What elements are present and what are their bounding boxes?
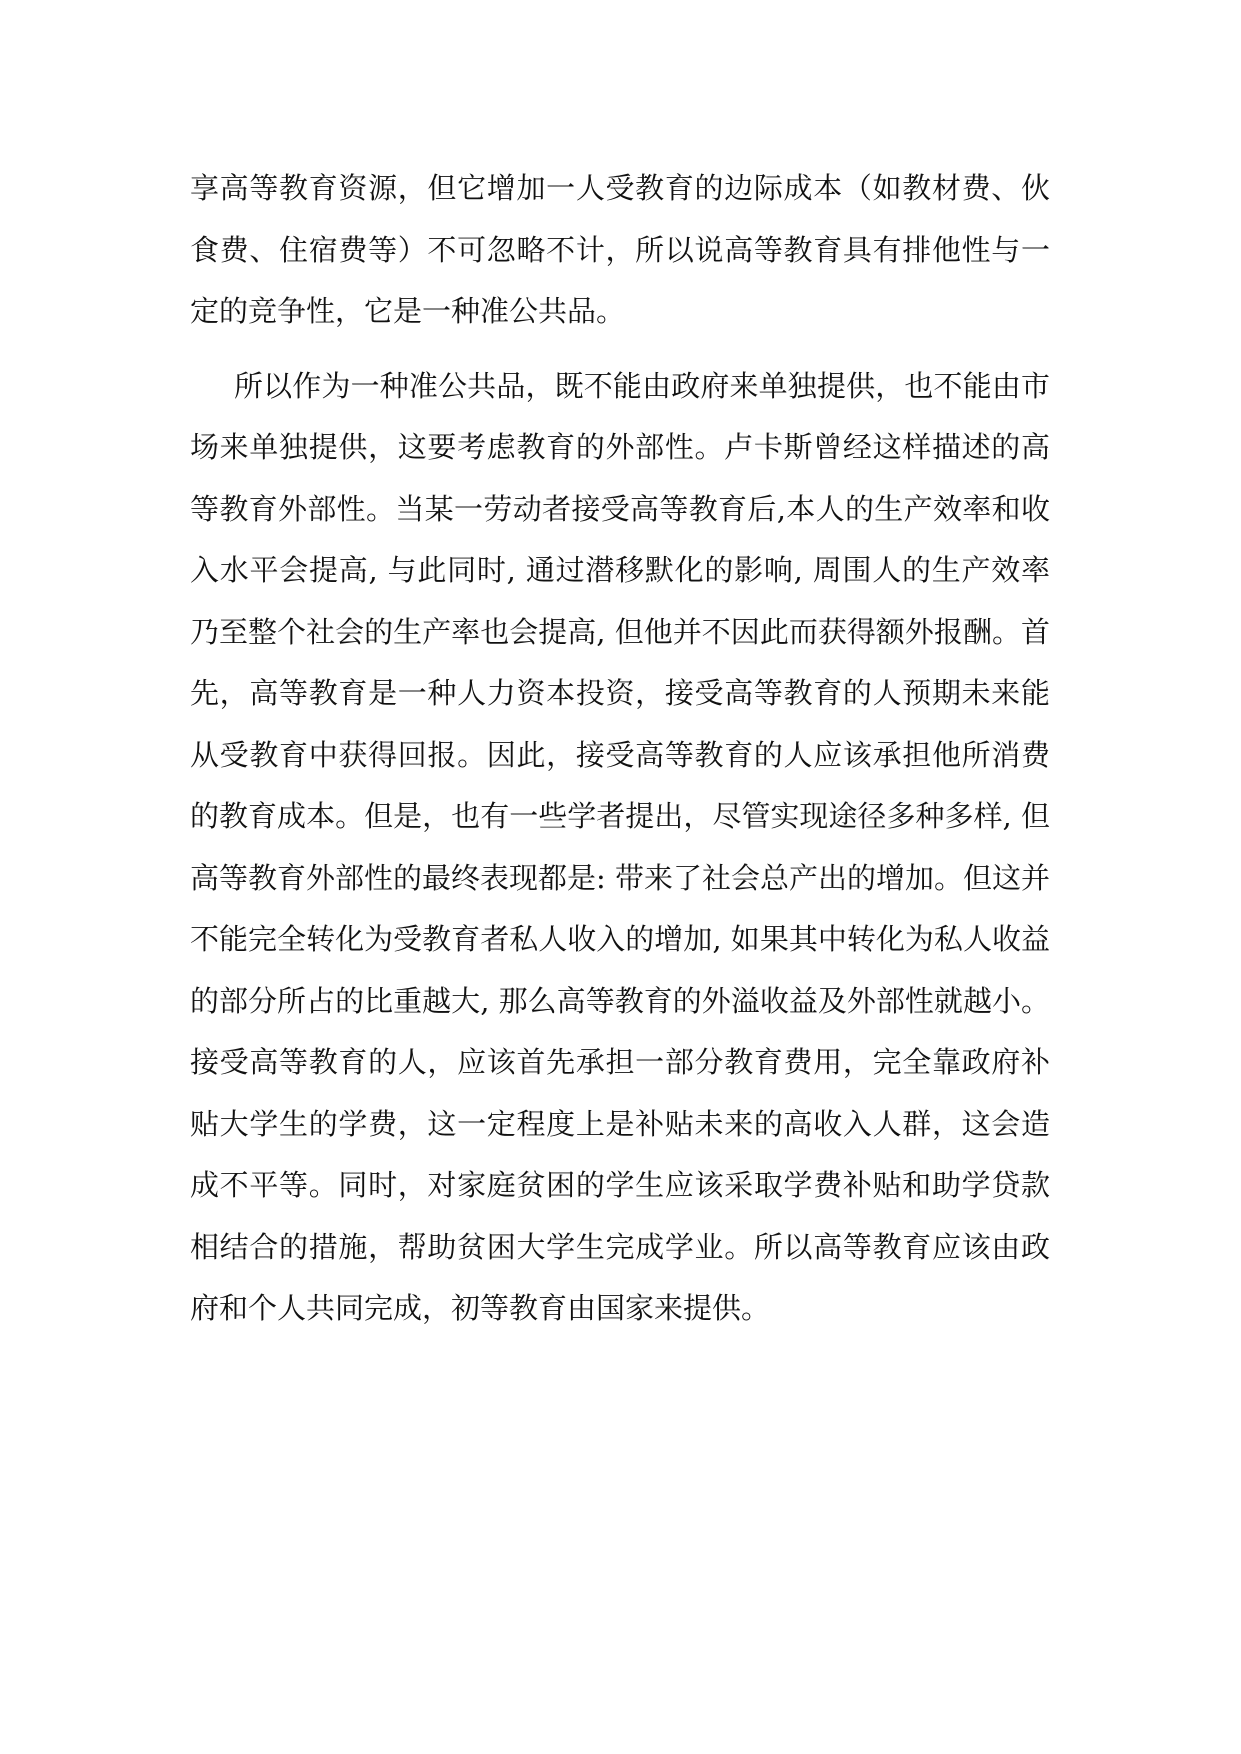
paragraph-continuation: 享高等教育资源，但它增加一人受教育的边际成本（如教材费、伙食费、住宿费等）不可忽略不计，所以说高等教育具有排他性与一定的竞争性，它是一种准公共品。 [190,171,1050,328]
document-body [190,158,1050,1340]
paragraph-quasi-public-good: 所以作为一种准公共品，既不能由政府来单独提供，也不能由市场来单独提供，这要考虑教育的外部性。卢卡斯曾经这样描述的高等教育外部性。当某一劳动者接受高等教育后,本人的生产效率和收入水平会提高, 与此同时, 通过潜移默化的影响, 周围人的生产效率乃至整个社会的生产率也会提高, 但他并不因此而获得额外报酬。首先，高等教育是一种人力资本投资，接受高等教育的人预期未来能从受教育中获得回报。因此，接受高等教育的人应该承担他所消费的教育成本。但是，也有一些学者提出，尽管实现途径多种多样, 但高等教育外部性的最终表现都是: 带来了社会总产出的增加。但这并不能完全转化为受教育者私人收入的增加, 如果其中转化为私人收益的部分所占的比重越大, 那么高等教育的外溢收益及外部性就越小。接受高等教育的人，应该首先承担一部分教育费用，完全靠政府补贴大学生的学费，这一定程度上是补贴未来的高收入人群，这会造成不平等。同时，对家庭贫困的学生应该采取学费补贴和助学贷款相结合的措施，帮助贫困大学生完成学业。所以高等教育应该由政府和个人共同完成，初等教育由国家来提供。 [190,368,1050,1325]
